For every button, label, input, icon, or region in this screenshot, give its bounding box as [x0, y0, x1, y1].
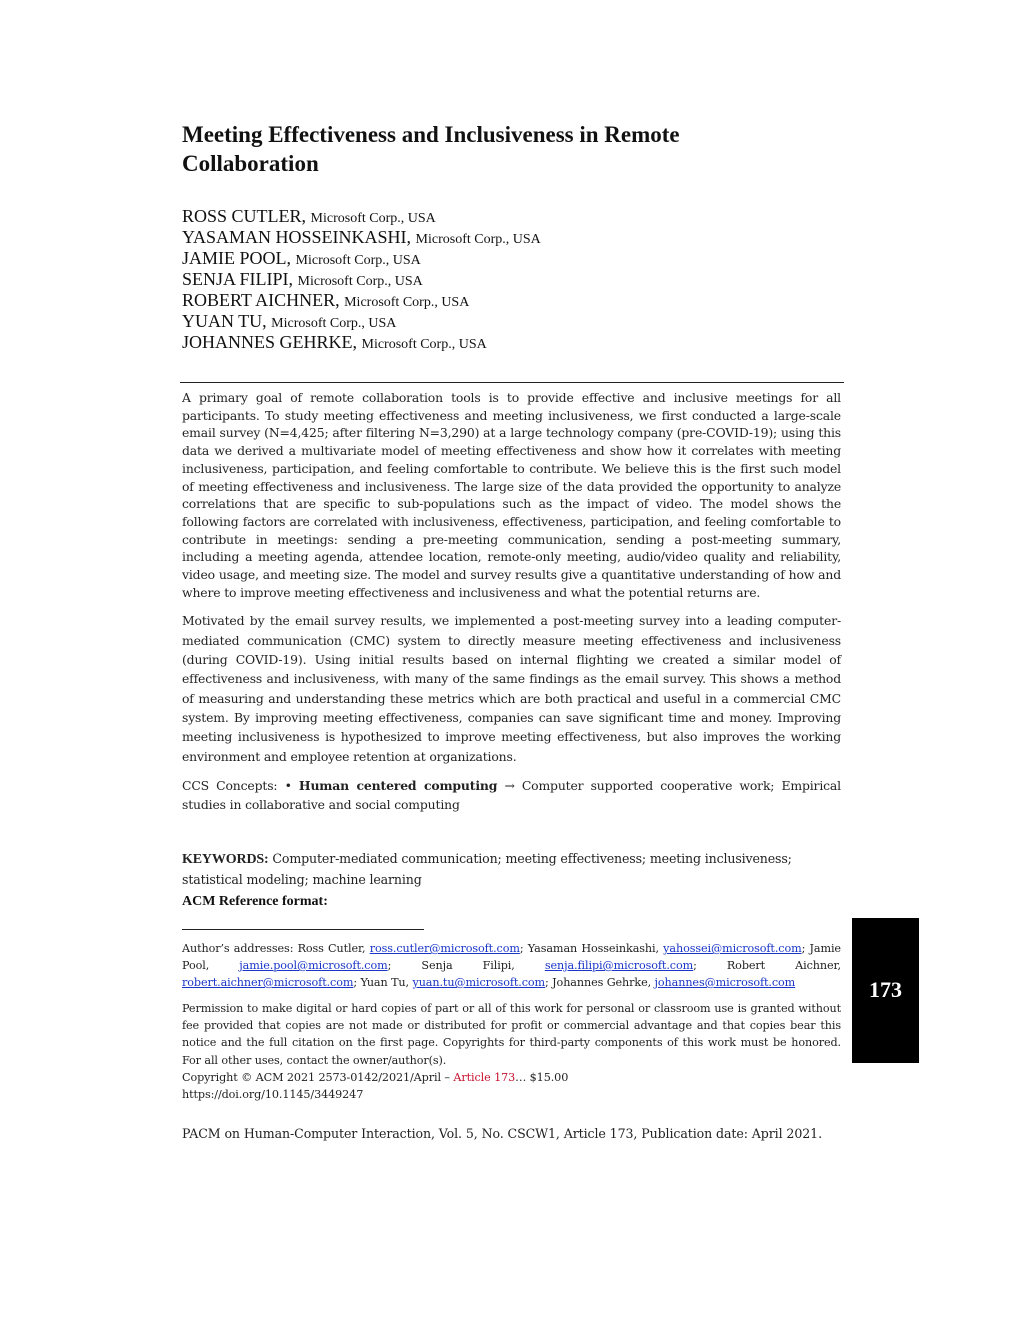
ccs-bullet: • [284, 777, 292, 793]
author-affiliation: Microsoft Corp., USA [295, 253, 421, 268]
author-affiliation: Microsoft Corp., USA [297, 274, 423, 289]
email-link[interactable]: senja.filipi@microsoft.com [544, 959, 694, 972]
author-name: SENJA FILIPI [182, 269, 289, 289]
email-link[interactable]: yuan.tu@microsoft.com [412, 976, 546, 989]
keywords [182, 849, 841, 889]
email-link[interactable]: yahossei@microsoft.com [663, 942, 802, 955]
email-link[interactable]: ross.cutler@microsoft.com [369, 942, 520, 955]
author-name: YASAMAN HOSSEINKASHI [182, 227, 407, 247]
ccs-secondary-concepts: Computer supported cooperative work; Empirical studies in collaborative and social computing [182, 777, 841, 813]
footnote-divider [182, 929, 424, 930]
author-affiliation: Microsoft Corp., USA [415, 232, 541, 247]
address-name: Yuan Tu [360, 976, 406, 989]
keywords-label: KEYWORDS: [182, 852, 269, 867]
article-number: 173 [869, 977, 902, 1002]
running-footer: PACM on Human-Computer Interaction, Vol. 5, No. CSCW1, Article 173, Publication date: April 2021. [182, 1126, 822, 1141]
author-addresses: Author’s addresses: Ross Cutler, ross.cutler@microsoft.com; Yasaman Hosseinkashi, yahossei@microsoft.com; Jamie Pool, jamie.pool@microsoft.com; Senja Filipi, senja.filipi@microsoft.com; Robert Aichner, robert.aichner@microsoft.com; Yuan Tu, yuan.tu@microsoft.com; Johannes Gehrke, johannes@microsoft.com [182, 942, 841, 989]
author-affiliation: Microsoft Corp., USA [310, 211, 436, 226]
author-entry: ROSS CUTLER, Microsoft Corp., USA [182, 206, 436, 226]
addresses-label: Author’s addresses: [182, 942, 294, 955]
doi-link[interactable]: https://doi.org/10.1145/3449247 [182, 1088, 364, 1102]
author-affiliation: Microsoft Corp., USA [344, 295, 470, 310]
author-entry: JAMIE POOL, Microsoft Corp., USA [182, 248, 421, 268]
address-name: Jamie Pool [182, 942, 841, 972]
ccs-arrow: → [504, 777, 515, 793]
abstract [182, 389, 841, 815]
ccs-label: CCS Concepts: [182, 777, 278, 793]
author-affiliation: Microsoft Corp., USA [271, 316, 397, 331]
acm-reference-heading: ACM Reference format: [182, 894, 328, 909]
author-name: ROBERT AICHNER [182, 290, 336, 310]
paper-title: Meeting Effectiveness and Inclusiveness in Remote Collaboration [182, 122, 680, 176]
ccs-primary-concept: Human centered computing [298, 777, 498, 793]
footnote-block [182, 940, 841, 1103]
email-link[interactable]: jamie.pool@microsoft.com [239, 959, 388, 972]
copyright-text: Copyright © ACM 2021 2573-0142/2021/April – [182, 1070, 450, 1084]
address-name: Yasaman Hosseinkashi [527, 942, 656, 955]
author-name: YUAN TU [182, 311, 263, 331]
article-number-tab [852, 918, 919, 1063]
email-link[interactable]: johannes@microsoft.com [654, 976, 796, 989]
keywords-text: Computer-mediated communication; meeting effectiveness; meeting inclusiveness; statistical modeling; machine learning [182, 851, 792, 887]
author-entry: YUAN TU, Microsoft Corp., USA [182, 311, 397, 331]
address-name: Ross Cutler [297, 942, 363, 955]
address-name: Senja Filipi [421, 959, 512, 972]
author-entry: JOHANNES GEHRKE, Microsoft Corp., USA [182, 332, 487, 352]
copyright-price: … $15.00 [515, 1070, 569, 1084]
copyright-line [182, 1069, 841, 1086]
address-name: Johannes Gehrke [552, 976, 648, 989]
email-link[interactable]: robert.aichner@microsoft.com [182, 976, 354, 989]
ccs-concepts [182, 776, 841, 815]
author-entry: ROBERT AICHNER, Microsoft Corp., USA [182, 290, 470, 310]
author-name: JAMIE POOL [182, 248, 287, 268]
abstract-paragraph: A primary goal of remote collaboration tools is to provide effective and inclusive meetings for all participants. To study meeting effectiveness and meeting inclusiveness, we first conducted a large-scale email survey (N=4,425; after filtering N=3,290) at a large technology company (pre-COVID-19); using this data we derived a multivariate model of meeting effectiveness and show how it correlates with meeting inclusiveness, participation, and feeling comfortable to contribute. We believe this is the first such model of meeting effectiveness and inclusiveness. The large size of the data provided the opportunity to analyze correlations that are specific to sub-populations such as the impact of video. The model shows the following factors are correlated with inclusiveness, effectiveness, participation, and feeling comfortable to contribute in meetings: sending a pre-meeting communication, sending a post-meeting summary, including a meeting agenda, attendee location, remote-only meeting, audio/video quality and reliability, video usage, and meeting size. The model and survey results give a quantitative understanding of how and where to improve meeting effectiveness and inclusiveness and what the potential returns are. [182, 390, 841, 600]
abstract-paragraph: Motivated by the email survey results, we implemented a post-meeting survey into a leading computer-mediated communication (CMC) system to directly measure meeting effectiveness and inclusiveness (during COVID-19). Using initial results based on internal flighting we created a similar model of effectiveness and inclusiveness, with many of the same findings as the email survey. This shows a method of measuring and understanding these metrics which are both practical and useful in a commercial CMC system. By improving meeting effectiveness, companies can save significant time and money. Improving meeting inclusiveness is hypothesized to improve meeting effectiveness, but also improves the working environment and employee retention at organizations. [182, 613, 841, 764]
author-affiliation: Microsoft Corp., USA [361, 337, 487, 352]
author-list [182, 206, 822, 353]
permission-notice: Permission to make digital or hard copies of part or all of this work for personal or classroom use is granted without fee provided that copies are not made or distributed for profit or commercial advantage and that copies bear this notice and the full citation on the first page. Copyrights for third-party components of this work must be honored. For all other uses, contact the owner/author(s). [182, 1002, 841, 1067]
author-entry: SENJA FILIPI, Microsoft Corp., USA [182, 269, 423, 289]
section-divider [180, 382, 844, 383]
address-name: Robert Aichner [726, 959, 838, 972]
copyright-article: Article 173 [453, 1070, 516, 1084]
author-entry: YASAMAN HOSSEINKASHI, Microsoft Corp., USA [182, 227, 541, 247]
author-name: JOHANNES GEHRKE [182, 332, 353, 352]
author-name: ROSS CUTLER [182, 206, 302, 226]
